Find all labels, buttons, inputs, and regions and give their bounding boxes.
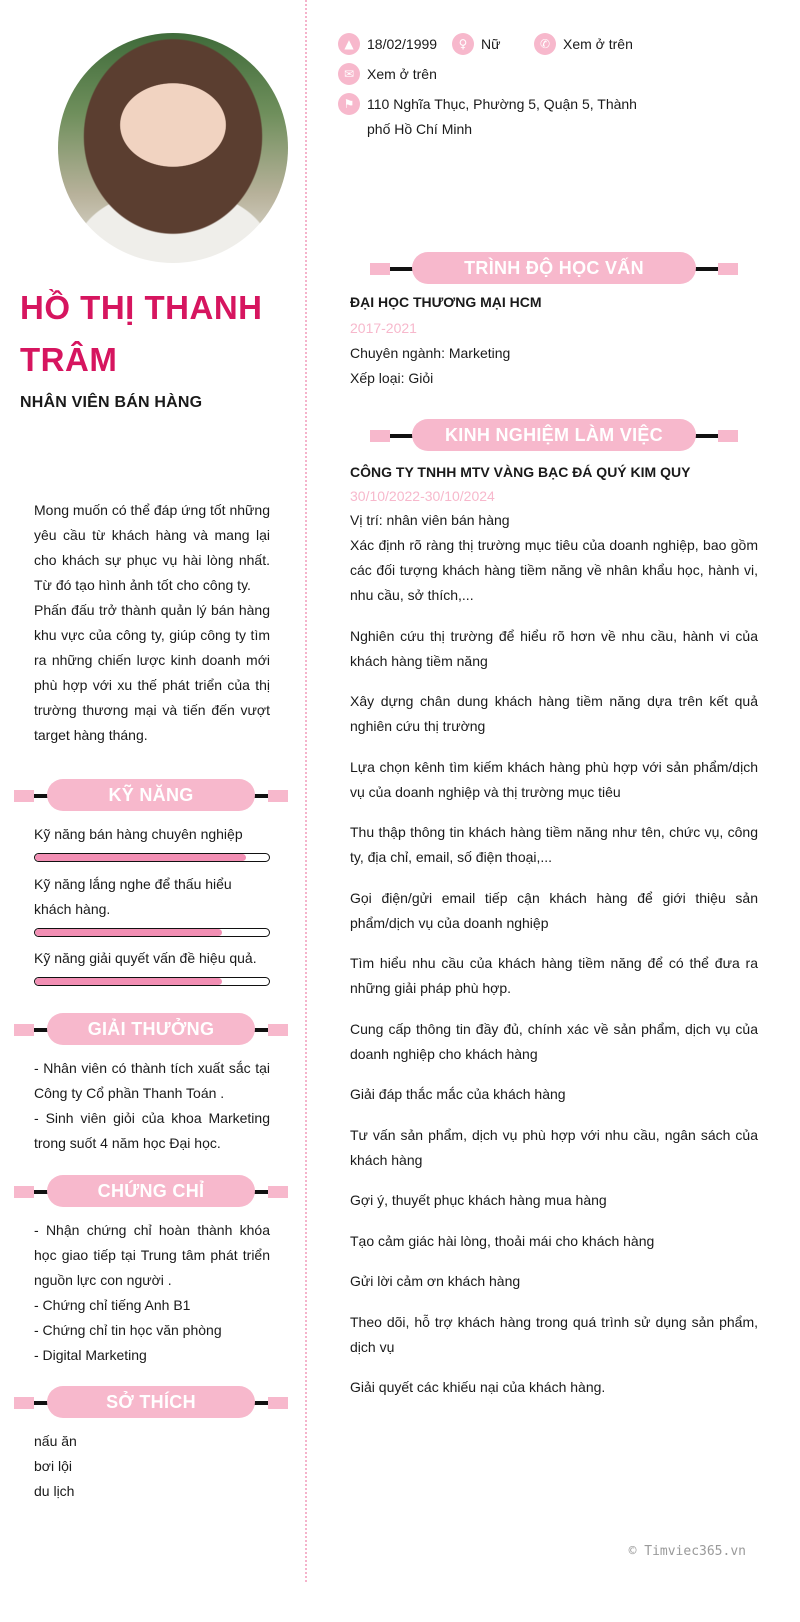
gender-value: Nữ [481, 36, 501, 52]
skill-progress-bar [34, 977, 270, 986]
certificates-header [14, 1175, 288, 1209]
award-item: - Sinh viên giỏi của khoa Marketing trong suốt 4 năm học Đại học. [34, 1110, 270, 1151]
duty-item: Lựa chọn kênh tìm kiếm khách hàng phù hợp với sản phẩm/dịch vụ của doanh nghiệp và thị trường mục tiêu [350, 758, 758, 800]
skills-header [14, 779, 288, 813]
email-icon: ✉ [338, 63, 360, 85]
experience-company: CÔNG TY TNHH MTV VÀNG BẠC ĐÁ QUÝ KIM QUY [350, 464, 691, 480]
duty-item: Xây dựng chân dung khách hàng tiềm năng dựa trên kết quả nghiên cứu thị trường [350, 693, 758, 734]
duty-item: Gửi lời cảm ơn khách hàng [350, 1273, 521, 1289]
certificates-list [34, 1218, 270, 1368]
address-value: 110 Nghĩa Thục, Phường 5, Quận 5, Thành phố Hồ Chí Minh [367, 96, 637, 137]
duty-item: Tư vấn sản phẩm, dịch vụ phù hợp với nhu cầu, ngân sách của khách hàng [350, 1126, 758, 1168]
education-period: 2017-2021 [350, 320, 417, 336]
hobbies-list [34, 1429, 270, 1504]
objective-paragraph: Phấn đấu trở thành quản lý bán hàng khu vực của công ty, giúp công ty tìm ra những chiến lược kinh doanh mới phù hợp với xu thế phát triển của thị trường thương mại và tiến đến vượt target hàng tháng. [34, 602, 270, 743]
hobbies-title: SỞ THÍCH [47, 1386, 255, 1418]
candidate-position: NHÂN VIÊN BÁN HÀNG [20, 394, 203, 411]
duty-item: Cung cấp thông tin đầy đủ, chính xác về sản phẩm, dịch vụ của doanh nghiệp cho khách hàng [350, 1020, 758, 1062]
phone-value: Xem ở trên [563, 36, 633, 52]
duty-item: Gọi điện/gửi email tiếp cận khách hàng để giới thiệu sản phẩm/dịch vụ của doanh nghiệp [350, 889, 758, 931]
birthday-value: 18/02/1999 [367, 36, 438, 52]
phone-icon: ✆ [534, 33, 556, 55]
profile-photo [58, 33, 288, 263]
duty-item: Tạo cảm giác hài lòng, thoải mái cho khách hàng [350, 1232, 655, 1249]
gender-icon: ♀ [452, 33, 474, 55]
hobbies-header [14, 1386, 288, 1420]
awards-list [34, 1056, 270, 1156]
duty-item: Nghiên cứu thị trường để hiểu rõ hơn về nhu cầu, hành vi của khách hàng tiềm năng [350, 627, 758, 669]
skill-progress-bar [34, 853, 270, 862]
education-major: Chuyên ngành: Marketing [350, 345, 511, 361]
skills-title: KỸ NĂNG [47, 779, 255, 811]
duty-item: Xác định rõ ràng thị trường mục tiêu của doanh nghiệp, bao gồm các đối tượng khách hàng tiềm năng về nhân khẩu học, hành vi, nhu cầu, sở thích,... [350, 537, 758, 603]
hobby-item: du lịch [34, 1483, 75, 1499]
address-row [338, 93, 658, 142]
email-row [338, 63, 437, 87]
education-title: TRÌNH ĐỘ HỌC VẤN [412, 252, 696, 284]
skill-item [34, 946, 270, 986]
skill-item [34, 872, 270, 937]
column-divider [305, 0, 307, 1582]
duty-item: Gợi ý, thuyết phục khách hàng mua hàng [350, 1192, 607, 1208]
education-header [370, 252, 738, 286]
education-grade: Xếp loại: Giỏi [350, 370, 434, 386]
award-item: - Nhân viên có thành tích xuất sắc tại Công ty Cổ phần Thanh Toán . [34, 1060, 270, 1101]
birthday-row [338, 33, 437, 57]
watermark: © Timviec365.vn [628, 1544, 746, 1559]
experience-period: 30/10/2022-30/10/2024 [350, 488, 495, 504]
experience-title: KINH NGHIỆM LÀM VIỆC [412, 419, 696, 451]
skill-label: Kỹ năng bán hàng chuyên nghiệp [34, 826, 243, 842]
certificate-item: - Digital Marketing [34, 1347, 147, 1363]
candidate-name: HỒ THỊ THANH TRÂM [20, 289, 263, 378]
hobby-item: nấu ăn [34, 1433, 77, 1449]
duty-item: Theo dõi, hỗ trợ khách hàng trong quá trình sử dụng sản phẩm, dịch vụ [350, 1313, 758, 1355]
email-value: Xem ở trên [367, 66, 437, 82]
map-icon: ⚑ [338, 93, 360, 115]
awards-header [14, 1013, 288, 1047]
phone-row [534, 33, 633, 57]
hobby-item: bơi lội [34, 1458, 72, 1474]
certificates-title: CHỨNG CHỈ [47, 1175, 255, 1207]
education-school: ĐẠI HỌC THƯƠNG MẠI HCM [350, 294, 542, 310]
duty-item: Giải đáp thắc mắc của khách hàng [350, 1086, 566, 1102]
experience-duties [350, 533, 758, 1416]
awards-title: GIẢI THƯỞNG [47, 1013, 255, 1045]
duty-item: Tìm hiểu nhu cầu của khách hàng tiềm năng để có thể đưa ra những giải pháp phù hợp. [350, 955, 758, 996]
objective-paragraph: Mong muốn có thể đáp ứng tốt những yêu cầu từ khách hàng và mang lại cho khách sự phục vụ hài lòng nhất. Từ đó tạo hình ảnh tốt cho công ty. [34, 502, 270, 593]
certificate-item: - Nhận chứng chỉ hoàn thành khóa học giao tiếp tại Trung tâm phát triển nguồn lực con người . [34, 1222, 270, 1288]
skill-label: Kỹ năng giải quyết vấn đề hiệu quả. [34, 950, 257, 966]
experience-header [370, 419, 738, 453]
duty-item: Giải quyết các khiếu nại của khách hàng. [350, 1379, 606, 1395]
certificate-item: - Chứng chỉ tiếng Anh B1 [34, 1297, 191, 1313]
gender-row [452, 33, 500, 57]
certificate-item: - Chứng chỉ tin học văn phòng [34, 1322, 222, 1338]
experience-role: Vị trí: nhân viên bán hàng [350, 512, 510, 528]
skill-label: Kỹ năng lắng nghe để thấu hiểu khách hàng. [34, 876, 232, 917]
skill-item [34, 822, 270, 862]
skill-progress-bar [34, 928, 270, 937]
career-objective [34, 498, 270, 748]
birthday-cake-icon: ▲ [338, 33, 360, 55]
duty-item: Thu thập thông tin khách hàng tiềm năng như tên, chức vụ, công ty, địa chỉ, email, số điện thoại,... [350, 824, 758, 865]
